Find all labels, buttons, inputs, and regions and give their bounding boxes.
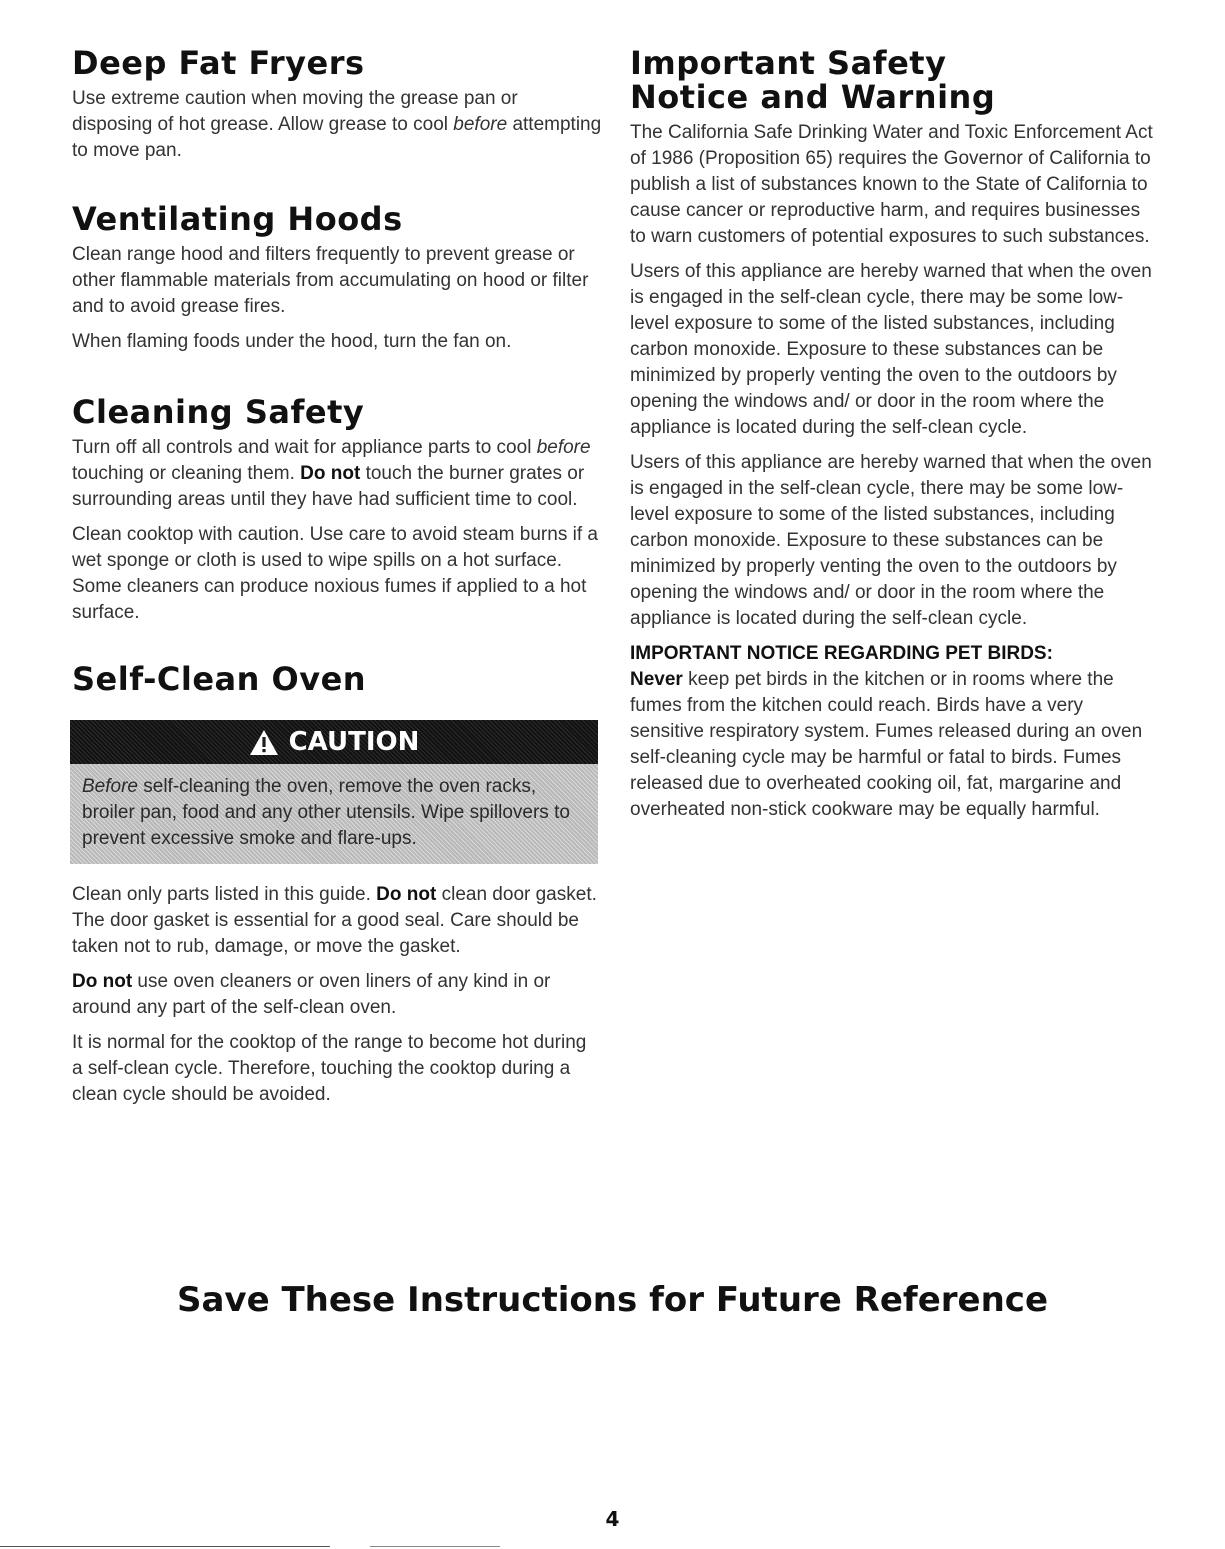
caution-text [70,764,598,864]
deep-fat-fryers-text [72,86,602,164]
cleaning-safety-text-2: Clean cooktop with caution. Use care to avoid steam burns if a wet sponge or cloth is used to wipe spills on a hot surface. Some cleaners can produce noxious fumes if applied to a hot surface. [72,524,598,623]
self-clean-warning-text-2: Users of this appliance are hereby warned that when the oven is engaged in the self-clean cycle, there may be some low-level exposure to some of the listed substances, including carbon monoxide. Exposure to these substances can be minimized by properly venting the oven to the outdoors by opening the windows and/ or door in the room where the appliance is located during the self-clean cycle. [630,452,1152,629]
self-clean-oven-text-3: It is normal for the cooktop of the range to become hot during a self-clean cycle. Therefore, touching the cooktop during a clean cycle should be avoided. [72,1032,587,1105]
text-run: clean door gasket. The door gasket is essential for a good seal. Care should be taken not to rub, damage, or move the gasket. [72,884,597,957]
text-run: touching or cleaning them. [72,463,301,484]
warning-triangle-icon [249,729,279,756]
text-run: Use extreme caution when moving the grease pan or disposing of hot grease. Allow grease to cool [72,88,518,135]
footer-title: Save These Instructions for Future Reference [176,1280,1049,1320]
text-run: use oven cleaners or oven liners of any kind in or around any part of the self-clean oven. [72,971,551,1018]
left-column [72,46,602,1136]
caution-label: CAUTION [288,727,420,757]
self-clean-oven-heading: Self-Clean Oven [72,660,367,698]
ventilating-hoods-text-1: Clean range hood and filters frequently to prevent grease or other flammable materials from accumulating on hood or filter and to avoid grease fires. [72,244,589,317]
pet-birds-heading [630,641,1160,667]
ventilating-hoods-section [72,202,602,355]
self-clean-oven-text-1 [72,882,602,960]
text-run: self-cleaning the oven, remove the oven racks, broiler pan, food and any other utensils. Wipe spillovers to prevent excessive smoke and flare-ups. [82,776,570,849]
text-run: keep pet birds in the kitchen or in rooms where the fumes from the kitchen could reach. Birds have a very sensitive respiratory system. Fumes released during an oven self-cleaning cycle may be harmful or fatal to birds. Fumes released due to overheated cooking oil, fat, margarine and overheated non-stick cookware may be equally harmful. [630,669,1143,820]
caution-box [70,720,598,864]
emphasis-text: Before [82,776,138,797]
bold-text: Do not [300,463,361,484]
footer-rule-center [370,1546,500,1547]
emphasis-text: before [536,437,591,458]
cleaning-safety-text-1 [72,435,602,513]
ventilating-hoods-text-2: When flaming foods under the hood, turn the fan on. [72,331,512,352]
proposition-65-text: The California Safe Drinking Water and Toxic Enforcement Act of 1986 (Proposition 65) requires the Governor of California to publish a list of substances known to the State of California to cause cancer or reproductive harm, and requires businesses to warn customers of potential exposures to such substances. [630,122,1153,247]
emphasis-text: before [453,114,508,135]
self-clean-oven-section [72,662,602,1108]
cleaning-safety-heading: Cleaning Safety [72,393,365,431]
footer-rule-left [0,1546,330,1547]
pet-birds-text [630,667,1160,823]
safety-notice-heading: Important Safety Notice and Warning [630,44,996,116]
text-run: touch the burner grates or surrounding areas until they have had sufficient time to cool. [72,463,585,510]
text-run: IMPORTANT NOTICE REGARDING PET BIRDS: [630,643,1053,664]
bold-text: Do not [376,884,437,905]
right-column [630,46,1160,832]
self-clean-warning-text-1: Users of this appliance are hereby warned that when the oven is engaged in the self-clean cycle, there may be some low-level exposure to some of the listed substances, including carbon monoxide. Exposure to these substances can be minimized by properly venting the oven to the outdoors by opening the windows and/ or door in the room where the appliance is located during the self-clean cycle. [630,261,1152,438]
deep-fat-fryers-heading: Deep Fat Fryers [72,44,365,82]
text-run: Turn off all controls and wait for appliance parts to cool [72,437,537,458]
bold-text: Do not [72,971,133,992]
text-run: Clean only parts listed in this guide. [72,884,377,905]
cleaning-safety-section [72,395,602,626]
page-number: 4 [605,1507,620,1531]
self-clean-oven-text-2 [72,969,602,1021]
ventilating-hoods-heading: Ventilating Hoods [72,200,403,238]
text-run: attempting to move pan. [72,114,602,161]
deep-fat-fryers-section [72,46,602,164]
caution-header [70,720,598,764]
bold-text: Never [630,669,683,690]
